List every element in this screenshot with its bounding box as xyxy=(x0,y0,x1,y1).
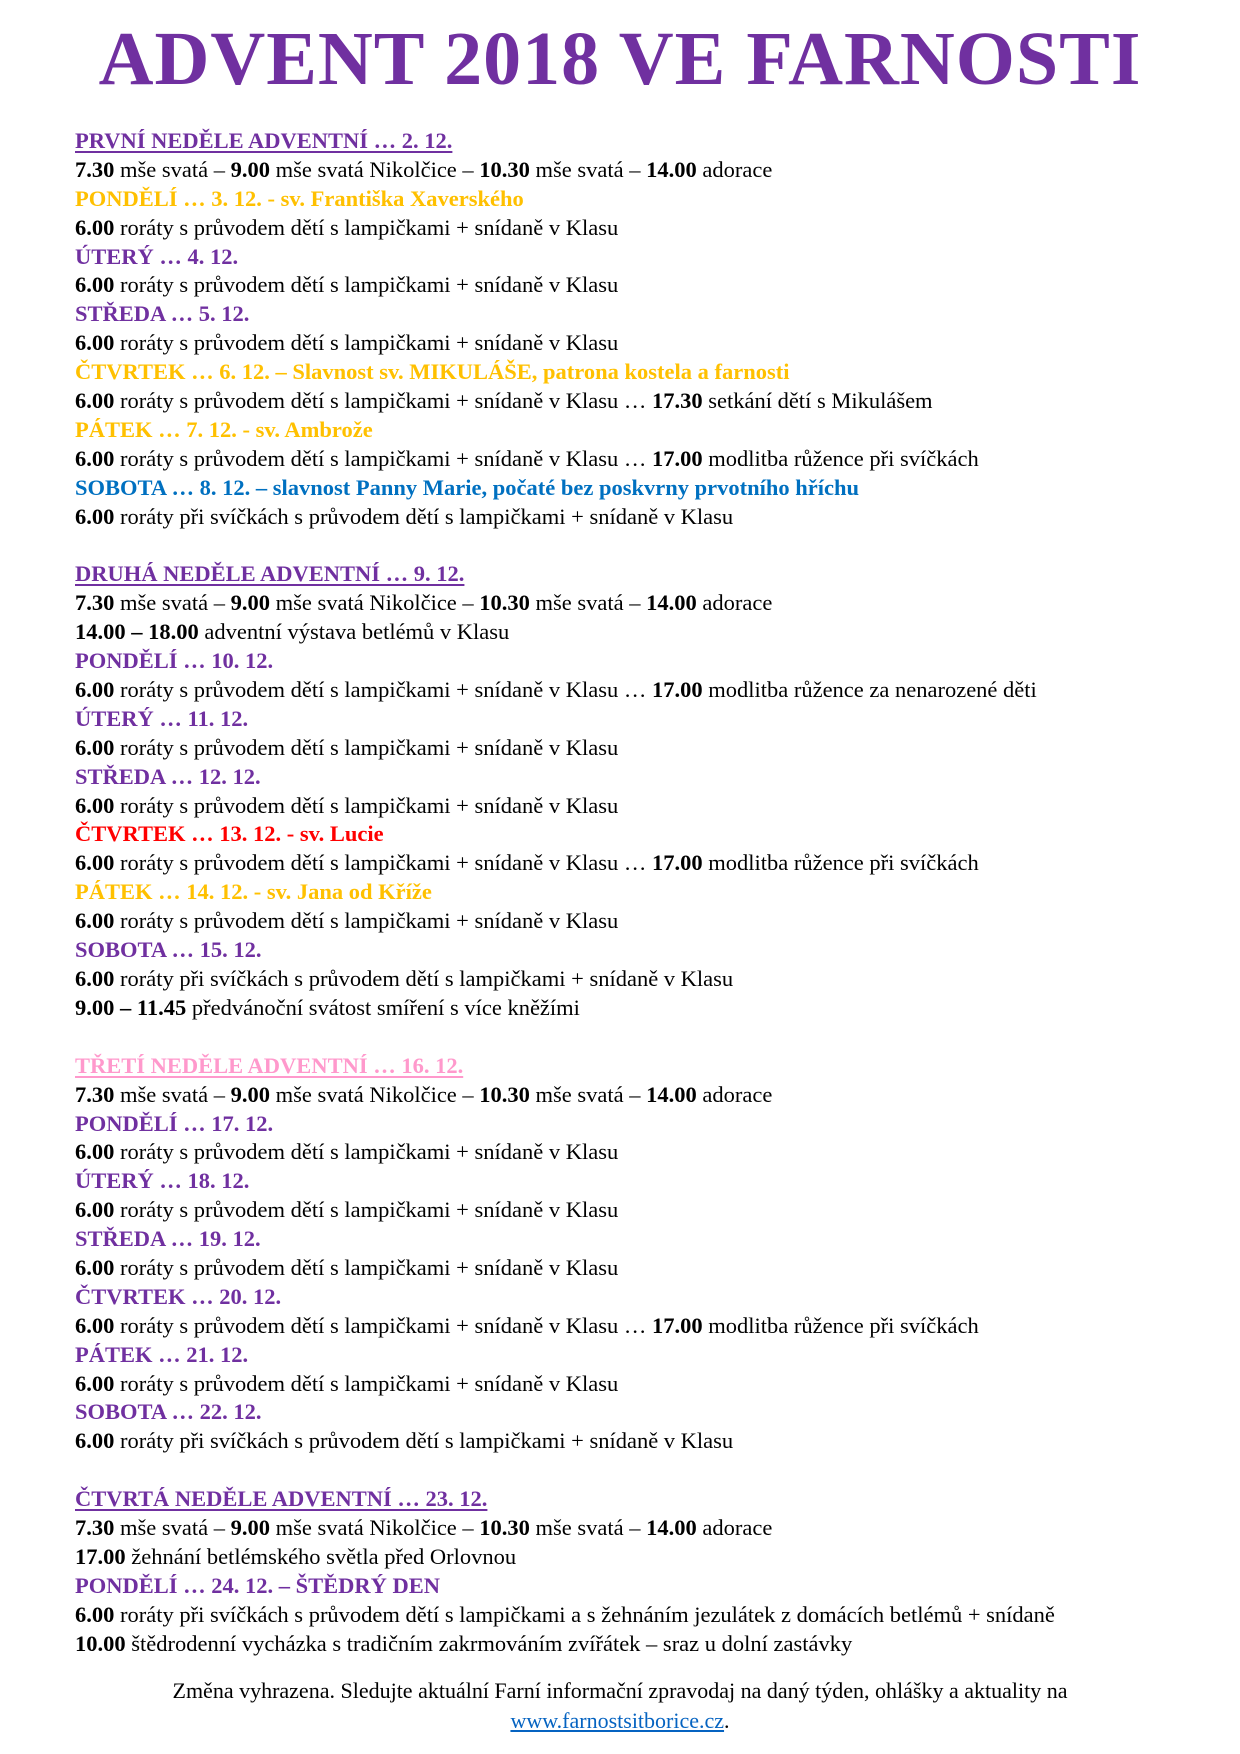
time-value: 14.00 xyxy=(646,156,697,182)
schedule-line xyxy=(75,849,1195,878)
event-text: roráty s průvodem dětí s lampičkami + snídaně v Klasu … xyxy=(114,850,652,876)
day-heading: SOBOTA … 8. 12. – slavnost Panny Marie, počaté bez poskvrny prvotního hříchu xyxy=(75,474,860,500)
time-value: 6.00 xyxy=(75,1370,115,1396)
event-text: adorace xyxy=(696,156,773,182)
time-value: 17.00 xyxy=(651,1312,703,1338)
event-text: roráty s průvodem dětí s lampičkami + snídaně v Klasu xyxy=(114,1370,619,1396)
day-heading: PONDĚLÍ … 17. 12. xyxy=(75,1110,274,1136)
schedule-line xyxy=(75,994,1195,1023)
event-text: adventní výstava betlémů v Klasu xyxy=(198,619,510,645)
time-value: 9.00 – 11.45 xyxy=(75,994,187,1020)
event-text: mše svatá – xyxy=(529,590,647,616)
event-text: modlitba růžence při svíčkách xyxy=(702,445,979,471)
time-value: 7.30 xyxy=(75,590,115,616)
event-text: mše svatá – xyxy=(114,1081,231,1107)
event-text: mše svatá Nikolčice – xyxy=(269,1081,480,1107)
schedule-line xyxy=(75,1370,1195,1399)
time-value: 17.00 xyxy=(651,677,703,703)
schedule-line xyxy=(75,1630,1195,1659)
time-value: 6.00 xyxy=(75,734,115,760)
event-text: roráty s průvodem dětí s lampičkami + snídaně v Klasu … xyxy=(114,388,652,414)
event-text: štědrodenní vycházka s tradičním zakrmováním zvířátek – sraz u dolní zastávky xyxy=(125,1630,853,1656)
time-value: 6.00 xyxy=(75,1197,115,1223)
schedule-line xyxy=(75,589,1195,618)
time-value: 6.00 xyxy=(75,503,115,529)
day-heading: SOBOTA … 22. 12. xyxy=(75,1399,262,1425)
week-section xyxy=(75,127,1195,531)
time-value: 7.30 xyxy=(75,156,115,182)
event-text: roráty s průvodem dětí s lampičkami + snídaně v Klasu xyxy=(114,792,619,818)
section-spacer xyxy=(75,1456,1195,1485)
schedule-line xyxy=(75,1427,1195,1456)
time-value: 6.00 xyxy=(75,965,115,991)
time-value: 17.00 xyxy=(651,850,703,876)
event-text: předvánoční svátost smíření s více kněžími xyxy=(186,994,580,1020)
event-text: setkání dětí s Mikulášem xyxy=(702,388,933,414)
event-text: roráty s průvodem dětí s lampičkami + snídaně v Klasu xyxy=(114,734,619,760)
event-text: roráty s průvodem dětí s lampičkami + snídaně v Klasu xyxy=(114,1197,619,1223)
event-text: roráty s průvodem dětí s lampičkami + snídaně v Klasu … xyxy=(114,445,652,471)
schedule-line xyxy=(75,734,1195,763)
time-value: 6.00 xyxy=(75,388,115,414)
day-heading: ÚTERÝ … 4. 12. xyxy=(75,243,239,269)
event-text: mše svatá – xyxy=(114,590,231,616)
schedule xyxy=(75,127,1195,1659)
schedule-line xyxy=(75,1514,1195,1543)
event-text: mše svatá Nikolčice – xyxy=(269,590,480,616)
schedule-line xyxy=(75,1138,1195,1167)
schedule-line xyxy=(75,676,1195,705)
day-heading: ÚTERÝ … 11. 12. xyxy=(75,705,249,731)
sunday-heading: ČTVRTÁ NEDĚLE ADVENTNÍ … 23. 12. xyxy=(75,1486,488,1512)
schedule-line xyxy=(75,1312,1195,1341)
time-value: 6.00 xyxy=(75,850,115,876)
time-value: 6.00 xyxy=(75,1254,115,1280)
week-section xyxy=(75,1485,1195,1658)
sunday-heading: PRVNÍ NEDĚLE ADVENTNÍ … 2. 12. xyxy=(75,128,453,153)
time-value: 17.00 xyxy=(651,445,703,471)
time-value: 7.30 xyxy=(75,1081,115,1107)
schedule-line xyxy=(75,329,1195,358)
time-value: 10.30 xyxy=(479,590,530,616)
time-value: 9.00 xyxy=(230,1081,270,1107)
event-text: adorace xyxy=(696,1515,773,1541)
time-value: 10.30 xyxy=(479,1081,530,1107)
event-text: mše svatá – xyxy=(114,1515,231,1541)
time-value: 10.30 xyxy=(479,1515,530,1541)
event-text: žehnání betlémského světla před Orlovnou xyxy=(125,1543,517,1569)
schedule-line xyxy=(75,1196,1195,1225)
day-heading: SOBOTA … 15. 12. xyxy=(75,937,262,963)
day-heading: STŘEDA … 12. 12. xyxy=(75,763,261,789)
time-value: 6.00 xyxy=(75,1601,115,1627)
time-value: 14.00 xyxy=(646,590,697,616)
day-heading: STŘEDA … 5. 12. xyxy=(75,301,250,327)
footer-note xyxy=(0,1676,1240,1736)
time-value: 6.00 xyxy=(75,792,115,818)
schedule-line xyxy=(75,965,1195,994)
time-value: 14.00 xyxy=(646,1515,697,1541)
schedule-line xyxy=(75,387,1195,416)
event-text: adorace xyxy=(696,590,773,616)
time-value: 9.00 xyxy=(230,156,270,182)
day-heading: PÁTEK … 7. 12. - sv. Ambrože xyxy=(75,416,373,442)
event-text: roráty s průvodem dětí s lampičkami + snídaně v Klasu xyxy=(114,1139,619,1165)
event-text: roráty s průvodem dětí s lampičkami + snídaně v Klasu xyxy=(114,272,619,298)
schedule-line xyxy=(75,156,1195,185)
footer-suffix: . xyxy=(724,1708,730,1733)
event-text: mše svatá Nikolčice – xyxy=(269,1515,480,1541)
day-heading: PONDĚLÍ … 10. 12. xyxy=(75,648,274,674)
event-text: adorace xyxy=(696,1081,773,1107)
schedule-line xyxy=(75,445,1195,474)
page-title: ADVENT 2018 VE FARNOSTI xyxy=(98,17,1142,101)
event-text: mše svatá – xyxy=(529,156,647,182)
day-heading: PÁTEK … 14. 12. - sv. Jana od Kříže xyxy=(75,879,432,905)
week-section xyxy=(75,1052,1195,1456)
time-value: 17.30 xyxy=(651,388,703,414)
schedule-line xyxy=(75,271,1195,300)
schedule-line xyxy=(75,1081,1195,1110)
time-value: 6.00 xyxy=(75,1428,115,1454)
event-text: mše svatá Nikolčice – xyxy=(269,156,480,182)
event-text: mše svatá – xyxy=(114,156,231,182)
time-value: 14.00 – 18.00 xyxy=(75,619,199,645)
day-heading: PÁTEK … 21. 12. xyxy=(75,1341,249,1367)
event-text: roráty při svíčkách s průvodem dětí s lampičkami + snídaně v Klasu xyxy=(114,503,734,529)
schedule-line xyxy=(75,1254,1195,1283)
event-text: roráty s průvodem dětí s lampičkami + snídaně v Klasu xyxy=(114,214,619,240)
day-heading: ČTVRTEK … 6. 12. – Slavnost sv. MIKULÁŠE, patrona kostela a farnosti xyxy=(75,359,790,385)
time-value: 6.00 xyxy=(75,445,115,471)
footer-text: Změna vyhrazena. Sledujte aktuální Farní informační zpravodaj na daný týden, ohlášky a aktuality na xyxy=(172,1678,1068,1703)
schedule-line xyxy=(75,214,1195,243)
website-link[interactable]: www.farnostsitborice.cz xyxy=(510,1708,725,1733)
event-text: roráty s průvodem dětí s lampičkami + snídaně v Klasu xyxy=(114,908,619,934)
time-value: 6.00 xyxy=(75,214,115,240)
event-text: roráty s průvodem dětí s lampičkami + snídaně v Klasu xyxy=(114,1254,619,1280)
schedule-line xyxy=(75,503,1195,532)
event-text: roráty s průvodem dětí s lampičkami + snídaně v Klasu … xyxy=(114,677,652,703)
time-value: 10.00 xyxy=(75,1630,126,1656)
time-value: 9.00 xyxy=(230,590,270,616)
event-text: mše svatá – xyxy=(529,1081,647,1107)
day-heading: PONDĚLÍ … 3. 12. - sv. Františka Xaverského xyxy=(75,185,524,211)
day-heading: ČTVRTEK … 13. 12. - sv. Lucie xyxy=(75,821,384,847)
section-spacer xyxy=(75,531,1195,560)
event-text: roráty s průvodem dětí s lampičkami + snídaně v Klasu xyxy=(114,330,619,356)
schedule-line xyxy=(75,907,1195,936)
schedule-line xyxy=(75,1543,1195,1572)
day-heading: ÚTERÝ … 18. 12. xyxy=(75,1168,250,1194)
time-value: 7.30 xyxy=(75,1515,115,1541)
time-value: 6.00 xyxy=(75,908,115,934)
schedule-line xyxy=(75,1601,1195,1630)
day-heading: STŘEDA … 19. 12. xyxy=(75,1226,261,1252)
day-heading: ČTVRTEK … 20. 12. xyxy=(75,1283,282,1309)
time-value: 6.00 xyxy=(75,1312,115,1338)
sunday-heading: DRUHÁ NEDĚLE ADVENTNÍ … 9. 12. xyxy=(75,561,465,587)
time-value: 17.00 xyxy=(75,1543,126,1569)
time-value: 9.00 xyxy=(230,1515,270,1541)
time-value: 6.00 xyxy=(75,272,115,298)
event-text: mše svatá – xyxy=(529,1515,647,1541)
event-text: roráty při svíčkách s průvodem dětí s lampičkami a s žehnáním jezulátek z domácích betlémů + snídaně xyxy=(114,1601,1055,1627)
event-text: modlitba růžence při svíčkách xyxy=(702,850,979,876)
time-value: 14.00 xyxy=(646,1081,697,1107)
day-heading: PONDĚLÍ … 24. 12. – ŠTĚDRÝ DEN xyxy=(75,1572,441,1598)
event-text: modlitba růžence při svíčkách xyxy=(702,1312,979,1338)
schedule-line xyxy=(75,618,1195,647)
event-text: modlitba růžence za nenarozené děti xyxy=(702,677,1037,703)
sunday-heading: TŘETÍ NEDĚLE ADVENTNÍ … 16. 12. xyxy=(75,1052,464,1078)
time-value: 6.00 xyxy=(75,330,115,356)
time-value: 6.00 xyxy=(75,1139,115,1165)
section-spacer xyxy=(75,1023,1195,1052)
week-section xyxy=(75,560,1195,1022)
event-text: roráty s průvodem dětí s lampičkami + snídaně v Klasu … xyxy=(114,1312,652,1338)
time-value: 10.30 xyxy=(479,156,530,182)
schedule-line xyxy=(75,792,1195,821)
event-text: roráty při svíčkách s průvodem dětí s lampičkami + snídaně v Klasu xyxy=(114,1428,734,1454)
time-value: 6.00 xyxy=(75,677,115,703)
event-text: roráty při svíčkách s průvodem dětí s lampičkami + snídaně v Klasu xyxy=(114,965,734,991)
